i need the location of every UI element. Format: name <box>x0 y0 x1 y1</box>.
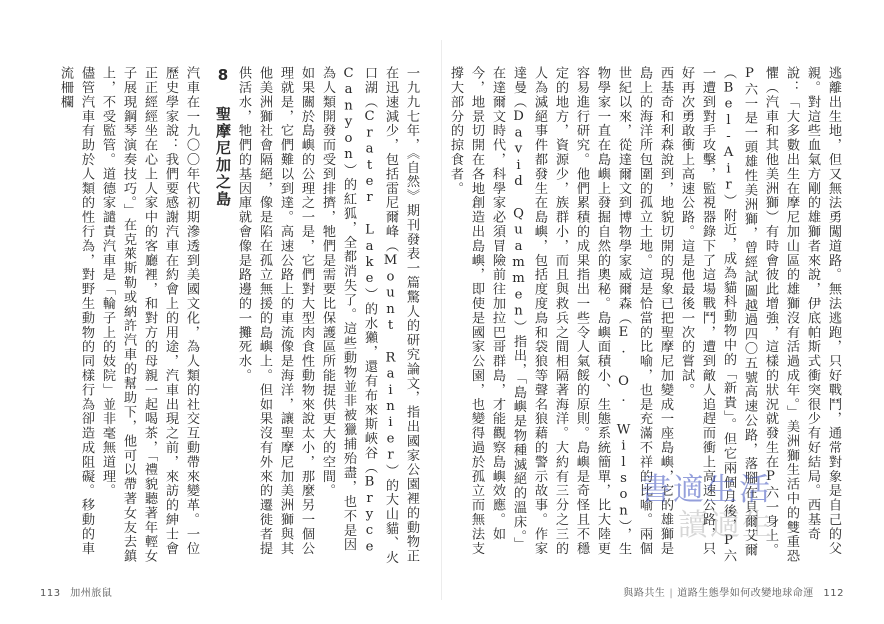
right-paragraph-2: 西基奇和利森說到，地貌切開的現象已把聖摩尼加變成一座島嶼，它的雄獅是島上的海洋所包圍的孤立土地。這是恰當的比喻，也是充滿不祥的比喻。兩個世紀以來，從達爾文到博物學家威爾森（E. O. Wilson），生物學家一直在島嶼上發掘自然的奧秘。島嶼面積小、生態系統簡單，比大陸更容易進行研究。他們累積的成果指出一些令人氣餒的原則。島嶼是奇怪且不穩定的地方，資源少，族群小，而且與救兵之間相隔著海洋。大約有三分之三的人為滅絕事件都發生在島嶼，包括度度鳥和袋狼等聲名狼藉的警示故事。作家達曼（David Quammen）指出，「島嶼是物種滅絕的溫床。」 <box>511 66 673 557</box>
watermark-line-1: 書適生活 <box>640 472 772 508</box>
right-paragraph-1: 逃離出生地，但又無法勇闖道路。無法逃跑，只好戰鬥，通常對象是自己的父親。對這些血氣方剛的雄獅者來說，伊底帕斯式衝突很少有好結局。西基奇說：「大多數出生在摩尼加山區的雄獅沒有活過成年。」美洲獅生活中的雙重恐懼（汽車和其他美洲獅）有時會彼此增強，這樣的狀況就發生在P六一身上。P六一是一頭雄性美洲獅，曾經試圖越過四〇五號高速公路，落腳在貝爾艾爾（Bel-Air）附近，成為貓科動物中的「新貴」。但它兩個月後，P六一遭到對手攻擊，監視器錄下了這場戰鬥，遭到敵人追趕而衝上高速公路，只好再次勇敢衝上高速公路。這是他最後一次的嘗試。 <box>679 66 841 564</box>
right-folio <box>623 584 844 599</box>
left-paragraph-4: 儘管汽車有助於人類的性行為，對野生動物的同樣行為卻造成阻礙。移動的車流柵欄 <box>58 66 94 556</box>
section-heading: 8 聖摩尼加之島 <box>214 66 232 208</box>
watermark-stamp <box>640 464 780 543</box>
left-paragraph-3: 汽車在一九〇〇年代初期滲透到美國文化，為人類的社交互動帶來變革。一位歷史學家說：我們要感謝汽車在約會上的用途，汽車出現之前，來訪的紳士會正正經經坐在心上人家中的客廳裡，和對方的母親一起喝茶，「禮貌聽著年輕女子展現鋼琴演奏技巧。」在克萊斯勒或納許汽車的幫助下，他可以帶著女友去鎮上，不受監管。道德家譴責汽車是「輪子上的妓院」並非毫無道理。 <box>100 66 199 564</box>
left-folio <box>40 584 112 599</box>
left-running-title: 加州旅鼠 <box>70 588 113 599</box>
right-page-number: 112 <box>823 588 844 599</box>
right-running-book: 與路共生 <box>623 588 666 599</box>
right-paragraph-3: 在達爾文時代，科學家必須冒險前往加拉巴哥群島，才能觀察島嶼效應。如今，地景切開在各地創造出島嶼，即使是國家公園，也變得過於孤立而無法支撐大部分的掠食者。 <box>448 66 505 556</box>
right-running-title: 道路生態學如何改變地球命運 <box>677 588 814 599</box>
left-page-number: 113 <box>40 588 61 599</box>
left-paragraph-1: 一九九七年，《自然》期刊發表一篇驚人的研究論文，指出國家公園裡的動物正在迅速減少，包括雷尼爾峰（Mount Rainier）的大山貓、火口湖（Crater Lake）的水獺，還有布來斯峽谷（Bryce Canyon）的紅狐，全都消失了。這些動物並非被獵捕殆盡，也不是因為人類開發而受到排擠，牠們是需要比保護區所能提供更大的空間。 <box>320 66 419 565</box>
left-page-text-block <box>50 66 422 566</box>
left-paragraph-2: 如果關於島嶼的公理之一是，它們對大型肉食性動物來說太小，那麼另一個公理就是，它們難以到達。高速公路上的車流像是海洋，讓聖摩尼加美洲獅與其他美洲獅社會隔絕，像是陷在孤立無援的島嶼上。但如果沒有外來的遷徙者提供活水，牠們的基因庫就會像是路邊的一攤死水。 <box>236 66 314 556</box>
running-title-separator: | <box>669 588 674 599</box>
watermark-line-2: 讀適生 <box>678 508 774 543</box>
